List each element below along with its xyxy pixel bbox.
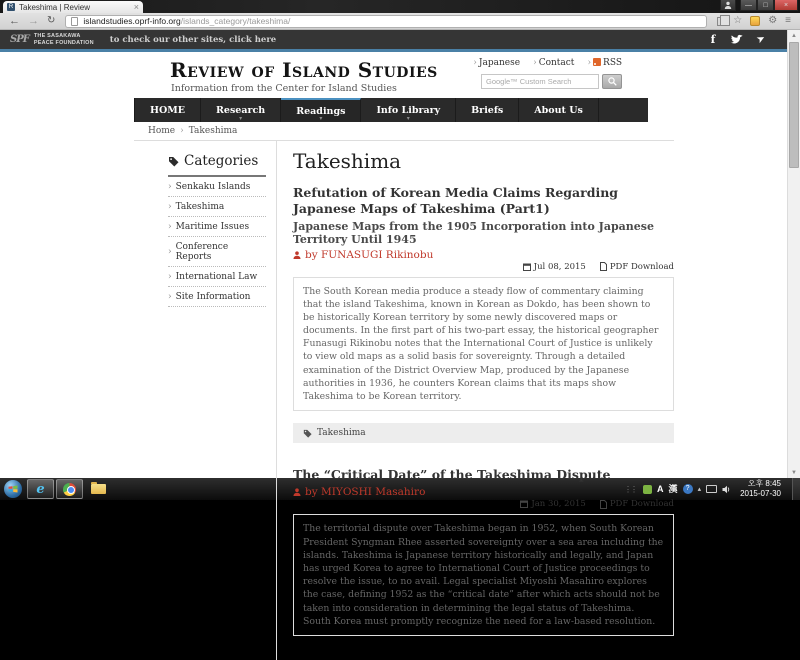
- scrollbar-thumb[interactable]: [789, 42, 799, 168]
- article-date: [520, 499, 586, 509]
- scroll-up-icon[interactable]: ▲: [791, 32, 797, 39]
- tray-help-icon[interactable]: ?: [683, 484, 693, 494]
- site-header: [134, 52, 674, 98]
- arrow-right-icon: ›: [533, 58, 537, 68]
- nav-label: Readings: [296, 105, 346, 117]
- share-button[interactable]: [749, 29, 773, 51]
- spf-logo[interactable]: SPF: [10, 34, 29, 45]
- site-tagline: Information from the Center for Island Studies: [171, 83, 397, 94]
- scroll-down-icon[interactable]: ▼: [791, 469, 797, 476]
- nav-item-home[interactable]: [134, 98, 201, 122]
- paper-plane-icon: ➤: [754, 32, 768, 47]
- tag-icon: [168, 156, 179, 167]
- japanese-link[interactable]: [473, 58, 520, 68]
- arrow-right-icon: ›: [168, 222, 172, 232]
- article-author-link[interactable]: [293, 483, 674, 499]
- article-excerpt: The territorial dispute over Takeshima began in 1952, when South Korean President Syngman Rhee asserted sovereignty over a sea area including the islands. Takeshima is Japanese territory historically and legally, and Japan has urged Korea to agree to International Court of Justice proceedings to resolve the issue, to no avail. Legal specialist Miyoshi Masahiro explores the case, defining 1952 as the “critical date” after which acts should not be taken into consideration in determining the legal status of Takeshima. South Korea must promptly recognize the need for a law-based resolution.: [293, 514, 674, 636]
- breadcrumb: [134, 122, 674, 141]
- arrow-right-icon: ›: [168, 272, 172, 282]
- tab-title: Takeshima | Review: [19, 2, 90, 12]
- article-tagbar: [293, 423, 674, 443]
- chevron-down-icon: ▾: [319, 115, 323, 122]
- browser-tab[interactable]: [3, 1, 143, 13]
- url-domain: islandstudies.oprf-info.org: [83, 16, 181, 26]
- main-nav: [134, 98, 648, 122]
- categories-title: Categories: [184, 153, 259, 169]
- profile-icon[interactable]: [720, 0, 736, 11]
- article-date-label: Jan 30, 2015: [531, 499, 586, 510]
- forward-icon[interactable]: →: [28, 14, 39, 27]
- article-excerpt: The South Korean media produce a steady flow of commentary claiming that the island Takeshima, known in Korean as Dokdo, has been shown to be historically Korean territory by some newly discovered maps or documents. In the first part of his two-part essay, the historical geographer Funasugi Rikinobu notes that the International Court of Justice is unlikely to view old maps as a solid basis for sovereignty. Through a detailed examination of the District Overview Map, produced by the Japanese authorities in 1936, he counters Korean claims that its maps show Takeshima to be Korean territory.: [293, 277, 674, 412]
- foundation-name: [34, 33, 94, 46]
- breadcrumb-separator-icon: ›: [180, 126, 184, 136]
- nav-label: Briefs: [471, 104, 504, 116]
- pdf-download-link[interactable]: [600, 262, 674, 272]
- ime-hanja-indicator[interactable]: 漢: [668, 483, 678, 494]
- article-tag-link[interactable]: Takeshima: [317, 428, 366, 439]
- nav-item-research[interactable]: [201, 98, 281, 122]
- search-input[interactable]: [481, 74, 599, 89]
- article-author-link[interactable]: [293, 249, 674, 261]
- arrow-right-icon: ›: [168, 182, 172, 192]
- clock-date: 2015-07-30: [740, 489, 781, 498]
- address-bar[interactable]: [65, 15, 707, 28]
- sidebar-item-label: Site Information: [175, 292, 251, 302]
- foundation-topbar: [0, 30, 787, 52]
- show-desktop-button[interactable]: [792, 478, 800, 500]
- contact-link[interactable]: [533, 58, 574, 68]
- nav-label: Info Library: [376, 104, 441, 116]
- page-icon: [71, 17, 78, 26]
- contact-link-label: Contact: [538, 58, 575, 68]
- tab-close-icon[interactable]: ×: [133, 2, 139, 12]
- rss-link[interactable]: [587, 58, 622, 68]
- sidebar: [134, 141, 277, 660]
- tray-expand-icon[interactable]: ▴: [697, 486, 702, 493]
- tray-grip-icon[interactable]: ⋮⋮: [624, 484, 637, 494]
- tag-icon: [303, 429, 312, 438]
- sidebar-item-senkaku-islands[interactable]: [168, 177, 266, 197]
- facebook-button[interactable]: [701, 29, 725, 51]
- close-button[interactable]: ×: [774, 0, 798, 11]
- japanese-link-label: Japanese: [478, 58, 521, 68]
- article-author: by MIYOSHI Masahiro: [305, 486, 426, 499]
- nav-item-readings[interactable]: [281, 98, 361, 122]
- calendar-icon: [523, 263, 531, 271]
- twitter-icon: [731, 35, 743, 45]
- breadcrumb-current: Takeshima: [188, 126, 238, 136]
- sidebar-item-conference-reports[interactable]: [168, 237, 266, 267]
- sidebar-item-international-law[interactable]: [168, 267, 266, 287]
- main-content: [277, 141, 674, 660]
- foundation-name-line2: PEACE FOUNDATION: [33, 39, 94, 46]
- sidebar-item-label: Conference Reports: [175, 242, 229, 262]
- browser-toolbar: [0, 13, 800, 30]
- arrow-right-icon: ›: [473, 58, 477, 68]
- breadcrumb-home-link[interactable]: Home: [148, 126, 176, 136]
- pages-icon[interactable]: [717, 17, 725, 26]
- sidebar-item-label: Senkaku Islands: [175, 182, 251, 192]
- sidebar-item-site-information[interactable]: [168, 287, 266, 307]
- minimize-button[interactable]: —: [740, 0, 757, 11]
- chevron-down-icon: ▾: [406, 115, 410, 122]
- sidebar-item-label: Takeshima: [175, 202, 225, 212]
- tab-favicon: R: [8, 4, 14, 10]
- pdf-download-link[interactable]: [600, 499, 674, 509]
- article-subtitle: Japanese Maps from the 1905 Incorporation into Japanese Territory Until 1945: [293, 219, 654, 246]
- pdf-download-label: PDF Download: [609, 261, 674, 272]
- article-item: [293, 467, 674, 636]
- bookmark-star-icon[interactable]: ☆: [733, 15, 743, 26]
- nav-item-about-us[interactable]: [519, 98, 599, 122]
- internet-explorer-icon: e: [36, 481, 45, 497]
- arrow-right-icon: ›: [168, 292, 172, 302]
- calendar-icon: [520, 500, 528, 508]
- reload-icon[interactable]: ↻: [47, 15, 56, 26]
- rss-link-label: RSS: [603, 58, 622, 68]
- sidebar-item-takeshima[interactable]: [168, 197, 266, 217]
- maximize-button[interactable]: □: [757, 0, 774, 11]
- nav-label: About Us: [534, 104, 583, 116]
- article-item: [293, 185, 674, 443]
- site-title[interactable]: Review of Island Studies: [170, 58, 438, 82]
- other-sites-link[interactable]: to check our other sites, click here: [109, 34, 277, 45]
- pdf-icon: [600, 262, 607, 271]
- gear-icon[interactable]: ⚙: [768, 15, 778, 26]
- url-path: /islands_category/takeshima/: [180, 16, 291, 26]
- back-icon[interactable]: ←: [9, 14, 20, 27]
- scrollbar[interactable]: [787, 30, 800, 478]
- ime-language-indicator[interactable]: A: [657, 483, 664, 494]
- facebook-icon: f: [710, 33, 716, 46]
- article-title-link[interactable]: Refutation of Korean Media Claims Regarding Japanese Maps of Takeshima (Part1): [293, 185, 619, 217]
- nav-item-briefs[interactable]: [456, 98, 519, 122]
- article-date: [523, 262, 586, 272]
- menu-icon[interactable]: ≡: [785, 15, 791, 26]
- sidebar-item-label: Maritime Issues: [175, 222, 250, 232]
- rss-icon: [593, 58, 601, 66]
- article-title-link[interactable]: The “Critical Date” of the Takeshima Dispute: [293, 467, 611, 483]
- folder-icon: [91, 484, 106, 494]
- nav-label: Research: [216, 104, 266, 116]
- nav-label: HOME: [150, 104, 186, 116]
- clock-time: 오후 8:45: [747, 479, 781, 488]
- extension-icon[interactable]: [750, 16, 760, 26]
- page-title: Takeshima: [293, 149, 402, 173]
- tab-strip: [0, 0, 800, 13]
- pdf-icon: [600, 500, 607, 509]
- sidebar-item-maritime-issues[interactable]: [168, 217, 266, 237]
- arrow-right-icon: ›: [168, 247, 172, 257]
- categories-heading: [168, 153, 266, 177]
- twitter-button[interactable]: [725, 29, 749, 51]
- chrome-icon: [63, 483, 76, 496]
- person-icon: [293, 488, 301, 496]
- article-date-label: Jul 08, 2015: [533, 261, 586, 272]
- search-icon: [608, 77, 617, 86]
- sidebar-item-label: International Law: [175, 272, 258, 282]
- article-author: by FUNASUGI Rikinobu: [305, 248, 434, 261]
- arrow-right-icon: ›: [587, 58, 592, 68]
- person-icon: [293, 251, 301, 259]
- chevron-down-icon: ▾: [239, 115, 243, 122]
- foundation-name-line1: THE SASAKAWA: [33, 32, 81, 39]
- search-button[interactable]: [602, 74, 622, 89]
- arrow-right-icon: ›: [168, 202, 172, 212]
- pdf-download-label: PDF Download: [609, 499, 674, 510]
- nav-item-info-library[interactable]: [361, 98, 456, 122]
